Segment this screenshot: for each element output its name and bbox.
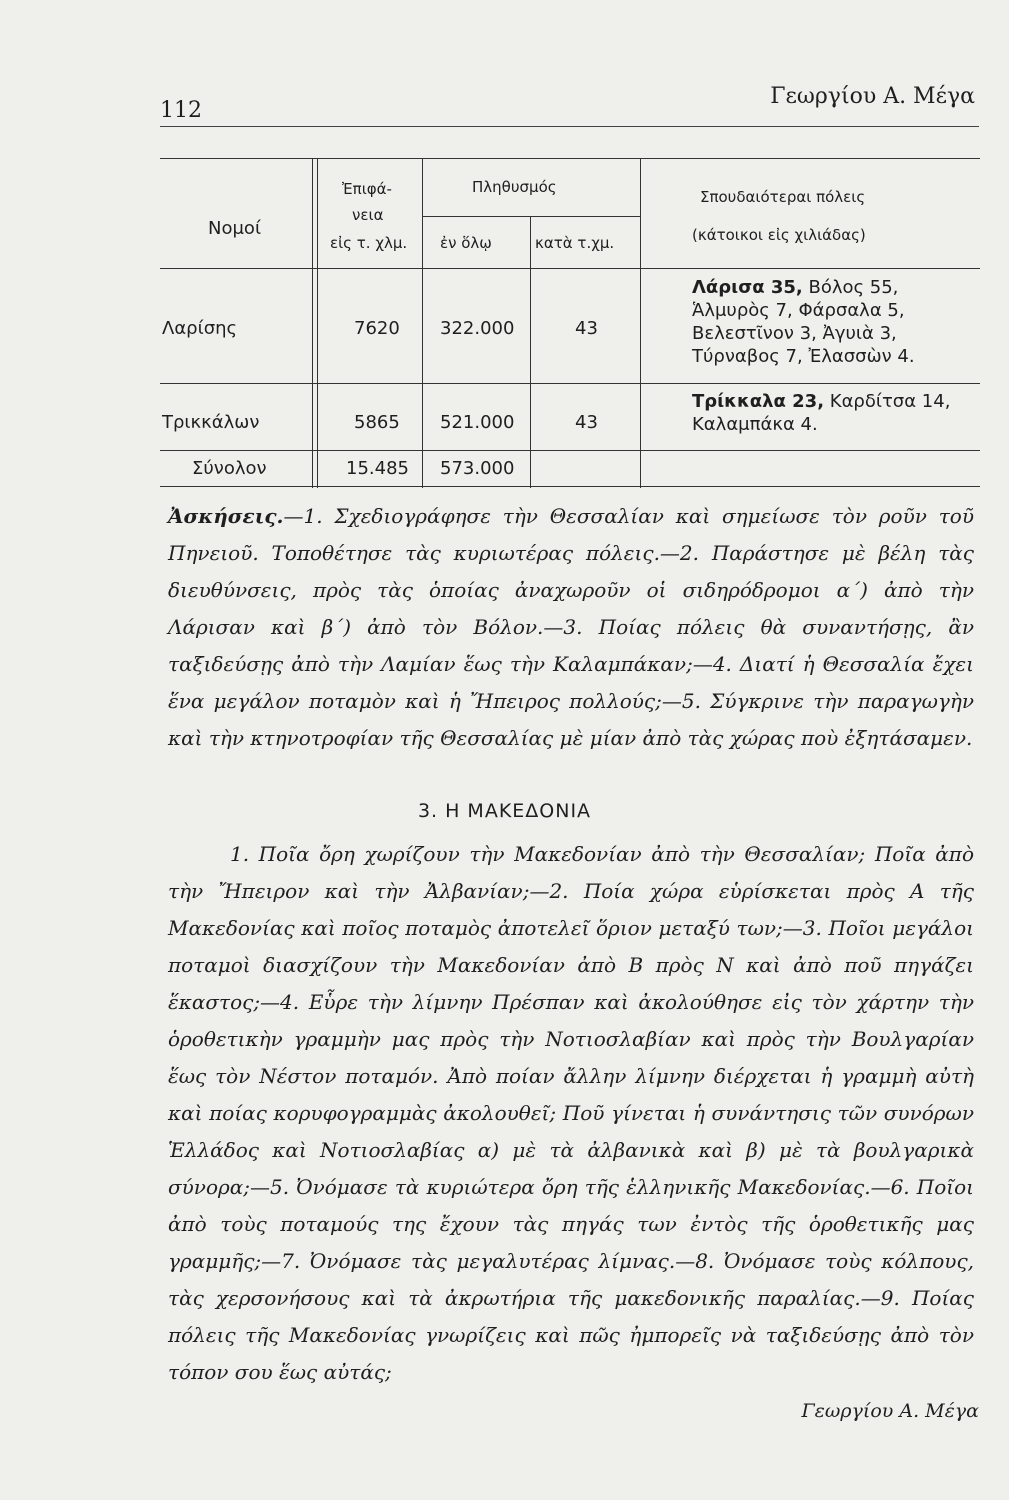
row-population: 521.000 xyxy=(440,412,515,433)
header-cities-note: (κάτοικοι εἰς χιλιάδας) xyxy=(692,226,866,244)
total-row-population: 573.000 xyxy=(440,458,515,479)
table-top-rule xyxy=(160,158,980,159)
total-row-area: 15.485 xyxy=(346,458,409,479)
pop-subheader-rule xyxy=(422,216,640,217)
header-cities: Σπουδαιότεραι πόλεις xyxy=(700,188,866,206)
running-head: Γεωργίου Α. Μέγα xyxy=(770,84,975,109)
row-cities xyxy=(692,276,980,368)
header-pop-density: κατὰ τ.χμ. xyxy=(535,234,615,252)
row-main-city: Λάρισα 35, xyxy=(692,277,803,298)
header-bottom-rule xyxy=(160,268,980,269)
row-density: 43 xyxy=(575,318,598,339)
page-number: 112 xyxy=(160,98,202,123)
section-questions: 1. Ποῖα ὄρη χωρίζουν τὴν Μακεδονίαν ἀπὸ τὴν Θεσσαλίαν; Ποῖα ἀπὸ τὴν Ἤπειρον καὶ τὴν Ἀλβανίαν;—2. Ποία χώρα εὑρίσκεται πρὸς Α τῆς Μακεδονίας καὶ ποῖος ποταμὸς ἀποτελεῖ ὅριον μεταξύ των;—3. Ποῖοι μεγάλοι ποταμοὶ διασχίζουν τὴν Μακεδονίαν ἀπὸ Β πρὸς Ν καὶ ἀπὸ ποῦ πηγάζει ἕκαστος;—4. Εὗρε τὴν λίμνην Πρέσπαν καὶ ἀκολούθησε εἰς τὸν χάρτην τὴν ὁροθετικὴν γραμμὴν μας πρὸς τὴν Νοτιοσλαβίαν καὶ πρὸς τὴν Βουλγαρίαν ἕως τὸν Νέστον ποταμόν. Ἀπὸ ποίαν ἄλλην λίμνην διέρχεται ἡ γραμμὴ αὐτὴ καὶ ποίας κορυφογραμμὰς ἀκολουθεῖ; Ποῦ γίνεται ἡ συνάντησις τῶν συνόρων Ἑλλάδος καὶ Νοτιοσλαβίας α) μὲ τὰ ἀλβανικὰ καὶ β) μὲ τὰ βουλγαρικὰ σύνορα;—5. Ὀνόμασε τὰ κυριώτερα ὄρη τῆς ἑλληνικῆς Μακεδονίας.—6. Ποῖοι ἀπὸ τοὺς ποταμούς της ἔχουν τὰς πηγάς των ἐντὸς τῆς ὁροθετικῆς μας γραμμῆς;—7. Ὀνόμασε τὰς μεγαλυτέρας λίμνας.—8. Ὀνόμασε τοὺς κόλπους, τὰς χερσονήσους καὶ τὰ ἀκρωτήρια τῆς μακεδονικῆς παραλίας.—9. Ποίας πόλεις τῆς Μακεδονίας γνωρίζεις καὶ πῶς ἠμπορεῖς νὰ ταξιδεύσῃς ἀπὸ τὸν τόπον σου ἕως αὐτάς; xyxy=(168,842,974,1384)
row-area: 5865 xyxy=(354,412,400,433)
footer-signature: Γεωργίου Α. Μέγα xyxy=(801,1400,979,1422)
header-population: Πληθυσμός xyxy=(472,178,557,196)
total-row-name: Σύνολον xyxy=(192,458,267,479)
header-area-line3: εἰς τ. χλμ. xyxy=(330,234,408,252)
row-density: 43 xyxy=(575,412,598,433)
row-rule-2 xyxy=(160,450,980,451)
row-other-cities: Βόλος 55, Ἁλμυρὸς 7, Φάρσαλα 5, Βελεστῖνον 3, Ἀγυιὰ 3, Τύρναβος 7, Ἐλασσὼν 4. xyxy=(692,277,915,367)
col-rule-1b xyxy=(317,158,318,488)
exercises-label: Ἀσκήσεις. xyxy=(168,504,284,528)
header-pop-total: ἐν ὅλῳ xyxy=(440,234,492,252)
row-name: Λαρίσης xyxy=(162,318,238,339)
exercises-text: —1. Σχεδιογράφησε τὴν Θεσσαλίαν καὶ σημείωσε τὸν ροῦν τοῦ Πηνειοῦ. Τοποθέτησε τὰς κυριωτέρας πόλεις.—2. Παράστησε μὲ βέλη τὰς διευθύνσεις, πρὸς τὰς ὁποίας ἀναχωροῦν οἱ σιδηρόδρομοι α΄) ἀπὸ τὴν Λάρισαν καὶ β΄) ἀπὸ τὸν Βόλον.—3. Ποίας πόλεις θὰ συναντήσῃς, ἂν ταξιδεύσῃς ἀπὸ τὴν Λαμίαν ἕως τὴν Καλαμπάκαν;—4. Διατί ἡ Θεσσαλία ἔχει ἕνα μεγάλον ποταμὸν καὶ ἡ Ἤπειρος πολλούς;—5. Σύγκρινε τὴν παραγωγὴν καὶ τὴν κτηνοτροφίαν τῆς Θεσσαλίας μὲ μίαν ἀπὸ τὰς χώρας ποὺ ἐξητάσαμεν. xyxy=(168,504,974,750)
section-title: 3. Η ΜΑΚΕΔΟΝΙΑ xyxy=(417,800,592,822)
col-rule-2 xyxy=(422,158,423,488)
col-rule-4 xyxy=(640,158,641,488)
row-main-city: Τρίκκαλα 23, xyxy=(692,391,825,412)
row-population: 322.000 xyxy=(440,318,515,339)
row-cities xyxy=(692,390,980,436)
header-area-line1: Ἐπιφά- xyxy=(342,180,392,198)
row-other-cities: Καρδίτσα 14, Καλαμπάκα 4. xyxy=(692,391,951,435)
row-rule-1 xyxy=(160,383,980,384)
population-table xyxy=(160,158,980,488)
table-bottom-rule xyxy=(160,486,980,487)
row-name: Τρικκάλων xyxy=(162,412,260,433)
exercises-paragraph xyxy=(168,498,974,757)
col-rule-3 xyxy=(530,216,531,488)
col-rule-1 xyxy=(312,158,313,488)
header-nomoi: Νομοί xyxy=(208,218,262,239)
header-area-line2: νεια xyxy=(352,206,384,224)
row-area: 7620 xyxy=(354,318,400,339)
header-rule xyxy=(160,126,979,127)
